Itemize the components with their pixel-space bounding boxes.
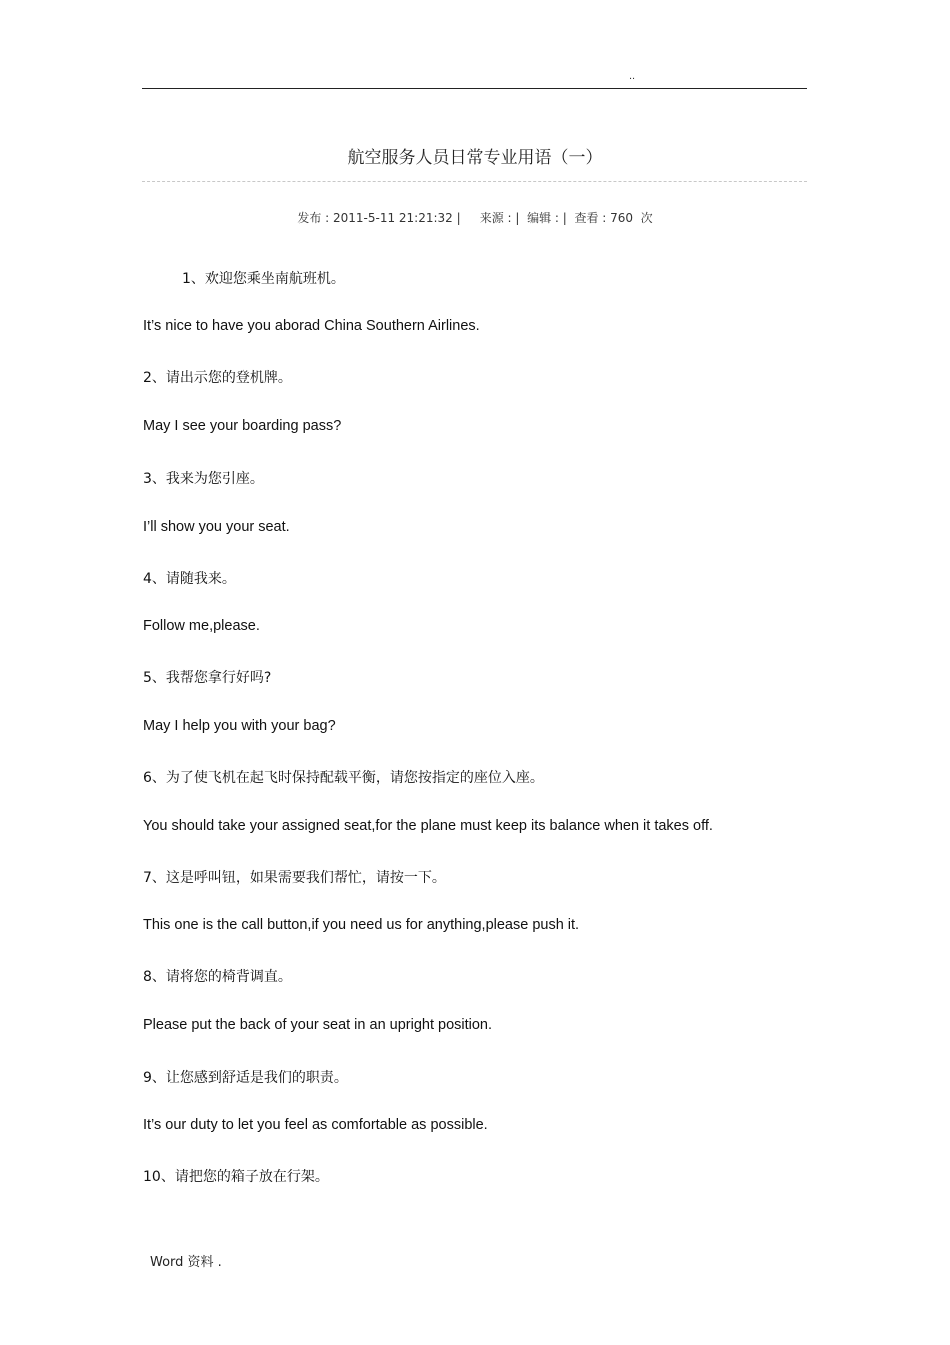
- title-divider: [142, 181, 807, 182]
- phrase-zh: 8、请将您的椅背调直。: [143, 969, 292, 985]
- phrase-zh: 10、请把您的箱子放在行架。: [143, 1169, 329, 1185]
- header-marker: ..: [629, 70, 636, 82]
- article-meta: [0, 209, 950, 226]
- header-rule: [142, 88, 807, 89]
- meta-views: 查看 : 760 次: [574, 211, 653, 225]
- phrase-zh: 5、我帮您拿行好吗?: [143, 670, 272, 686]
- phrase-en: I’ll show you your seat.: [143, 519, 290, 535]
- phrase-en: May I help you with your bag?: [143, 718, 336, 734]
- phrase-zh: 2、请出示您的登机牌。: [143, 370, 292, 386]
- phrase-zh: 7、这是呼叫钮，如果需要我们帮忙，请按一下。: [143, 870, 446, 886]
- phrase-zh: 9、让您感到舒适是我们的职责。: [143, 1070, 348, 1086]
- phrase-zh: 1、欢迎您乘坐南航班机。: [182, 271, 345, 287]
- meta-editor: 编辑 : |: [527, 211, 567, 225]
- phrase-en: Please put the back of your seat in an upright position.: [143, 1017, 493, 1033]
- phrase-en: May I see your boarding pass?: [143, 418, 342, 434]
- page-title: 航空服务人员日常专业用语（一）: [347, 148, 603, 168]
- page-footer: Word 资料 .: [150, 1255, 222, 1270]
- phrase-en: You should take your assigned seat,for the plane must keep its balance when it takes off.: [143, 818, 713, 834]
- phrase-zh: 6、为了使飞机在起飞时保持配载平衡，请您按指定的座位入座。: [143, 770, 544, 786]
- phrase-zh: 3、我来为您引座。: [143, 471, 264, 487]
- phrase-zh: 4、请随我来。: [143, 571, 236, 587]
- meta-source: 来源 : |: [479, 211, 520, 225]
- phrase-en: Follow me,please.: [143, 618, 260, 634]
- meta-published: 发布 : 2011-5-11 21:21:32 |: [297, 211, 461, 225]
- phrase-en: This one is the call button,if you need us for anything,please push it.: [143, 917, 580, 933]
- phrase-en: It’s nice to have you aborad China Southern Airlines.: [143, 318, 480, 334]
- phrase-en: It’s our duty to let you feel as comfortable as possible.: [143, 1117, 488, 1133]
